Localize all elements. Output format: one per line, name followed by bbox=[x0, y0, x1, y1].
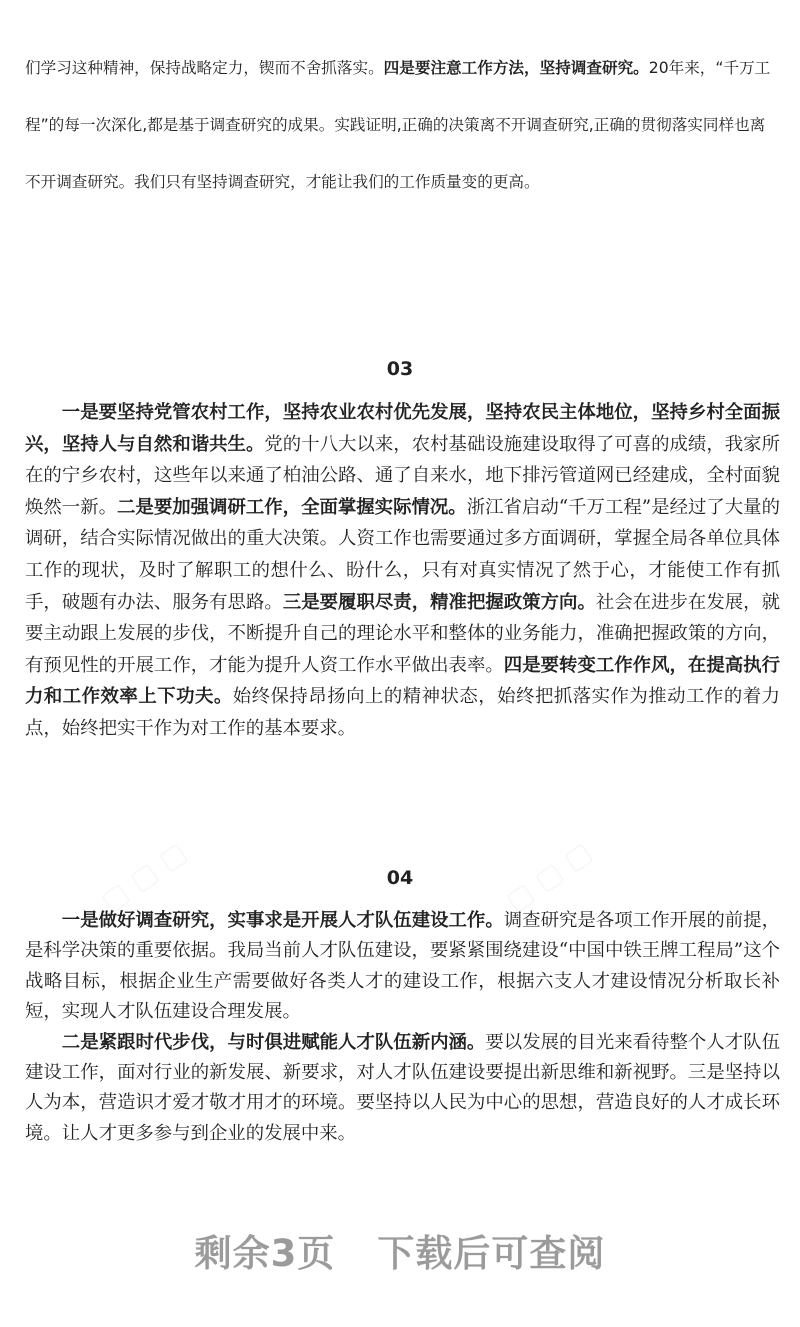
s4-text-1: 调查研究是各项工作开展的前提，是科学决策的重要依据。我局当前人才队伍建设，要紧紧围绕建设“中国中铁王牌工程局”这个战略目标，根据企业生产需要做好各类人才的建设工作，根据六支人才建设情况分析取长补短，实现人才队伍建设合理发展。 bbox=[25, 910, 780, 1023]
s3-text-2: 浙江省启动“千万工程”是经过了大量的调研，结合实际情况做出的重大决策。人资工作也需要通过多方面调研，掌握全局各单位具体工作的现状，及时了解职工的想什么、盼什么，只有对真实情况了然于心，才能使工作有抓手，破题有办法、服务有思路。 bbox=[25, 496, 780, 613]
section-number-03: 03 bbox=[386, 358, 414, 380]
intro-text-1: 们学习这种精神，保持战略定力，锲而不舍抓落实。 bbox=[25, 59, 384, 77]
download-to-read-label: 下载后可查阅 bbox=[377, 1232, 606, 1275]
intro-text-2: 20年来，“千万工程”的每一次深化,都是基于调查研究的成果。实践证明,正确的决策离不开调查研究,正确的贯彻落实同样也离不开调查研究。我们只有坚持调查研究，才能让我们的工作质量变的更高。 bbox=[25, 59, 771, 191]
section-03-body bbox=[25, 397, 780, 745]
section-04-paragraph-1 bbox=[25, 906, 780, 1028]
intro-bold-1: 四是要注意工作方法，坚持调查研究。 bbox=[383, 59, 649, 77]
section-number-04: 04 bbox=[386, 867, 414, 889]
s3-text-1: 党的十八大以来，农村基础设施建设取得了可喜的成绩，我家所在的宁乡农村，这些年以来通了柏油公路、通了自来水，地下排污管道网已经建成，全村面貌焕然一新。 bbox=[25, 433, 780, 518]
s3-bold-4: 四是要转变工作作风，在提高执行力和工作效率上下功夫。 bbox=[25, 654, 780, 708]
s3-bold-3: 三是要履职尽责，精准把握政策方向。 bbox=[282, 591, 596, 613]
s3-text-4: 始终保持昂扬向上的精神状态，始终把抓落实作为推动工作的着力点，始终把实干作为对工作的基本要求。 bbox=[25, 686, 780, 739]
section-04-paragraph-2 bbox=[25, 1028, 780, 1150]
s4-bold-2: 二是紧跟时代步伐，与时俱进赋能人才队伍新内涵。 bbox=[61, 1031, 486, 1053]
section-04-body bbox=[25, 906, 780, 1149]
s3-bold-2: 二是要加强调研工作，全面掌握实际情况。 bbox=[117, 496, 467, 518]
intro-paragraph bbox=[25, 40, 780, 211]
s4-text-2: 要以发展的目光来看待整个人才队伍建设工作，面对行业的新发展、新要求，对人才队伍建设要提出新思维和新视野。三是坚持以人为本，营造识才爱才敬才用才的环境。要坚持以人民为中心的思想，营造良好的人才成长环境。让人才更多参与到企业的发展中来。 bbox=[25, 1031, 780, 1144]
s3-bold-1: 一是要坚持党管农村工作，坚持农业农村优先发展，坚持农民主体地位，坚持乡村全面振兴，坚持人与自然和谐共生。 bbox=[25, 402, 780, 455]
download-prompt[interactable] bbox=[0, 1223, 800, 1277]
remaining-pages-label: 剩余3页 bbox=[194, 1232, 336, 1275]
s3-text-3: 社会在进步在发展，就要主动跟上发展的步伐，不断提升自己的理论水平和整体的业务能力，准确把握政策的方向，有预见性的开展工作，才能为提升人资工作水平做出表率。 bbox=[25, 591, 780, 676]
section-03-paragraph bbox=[25, 397, 780, 745]
s4-bold-1: 一是做好调查研究，实事求是开展人才队伍建设工作。 bbox=[61, 910, 504, 931]
